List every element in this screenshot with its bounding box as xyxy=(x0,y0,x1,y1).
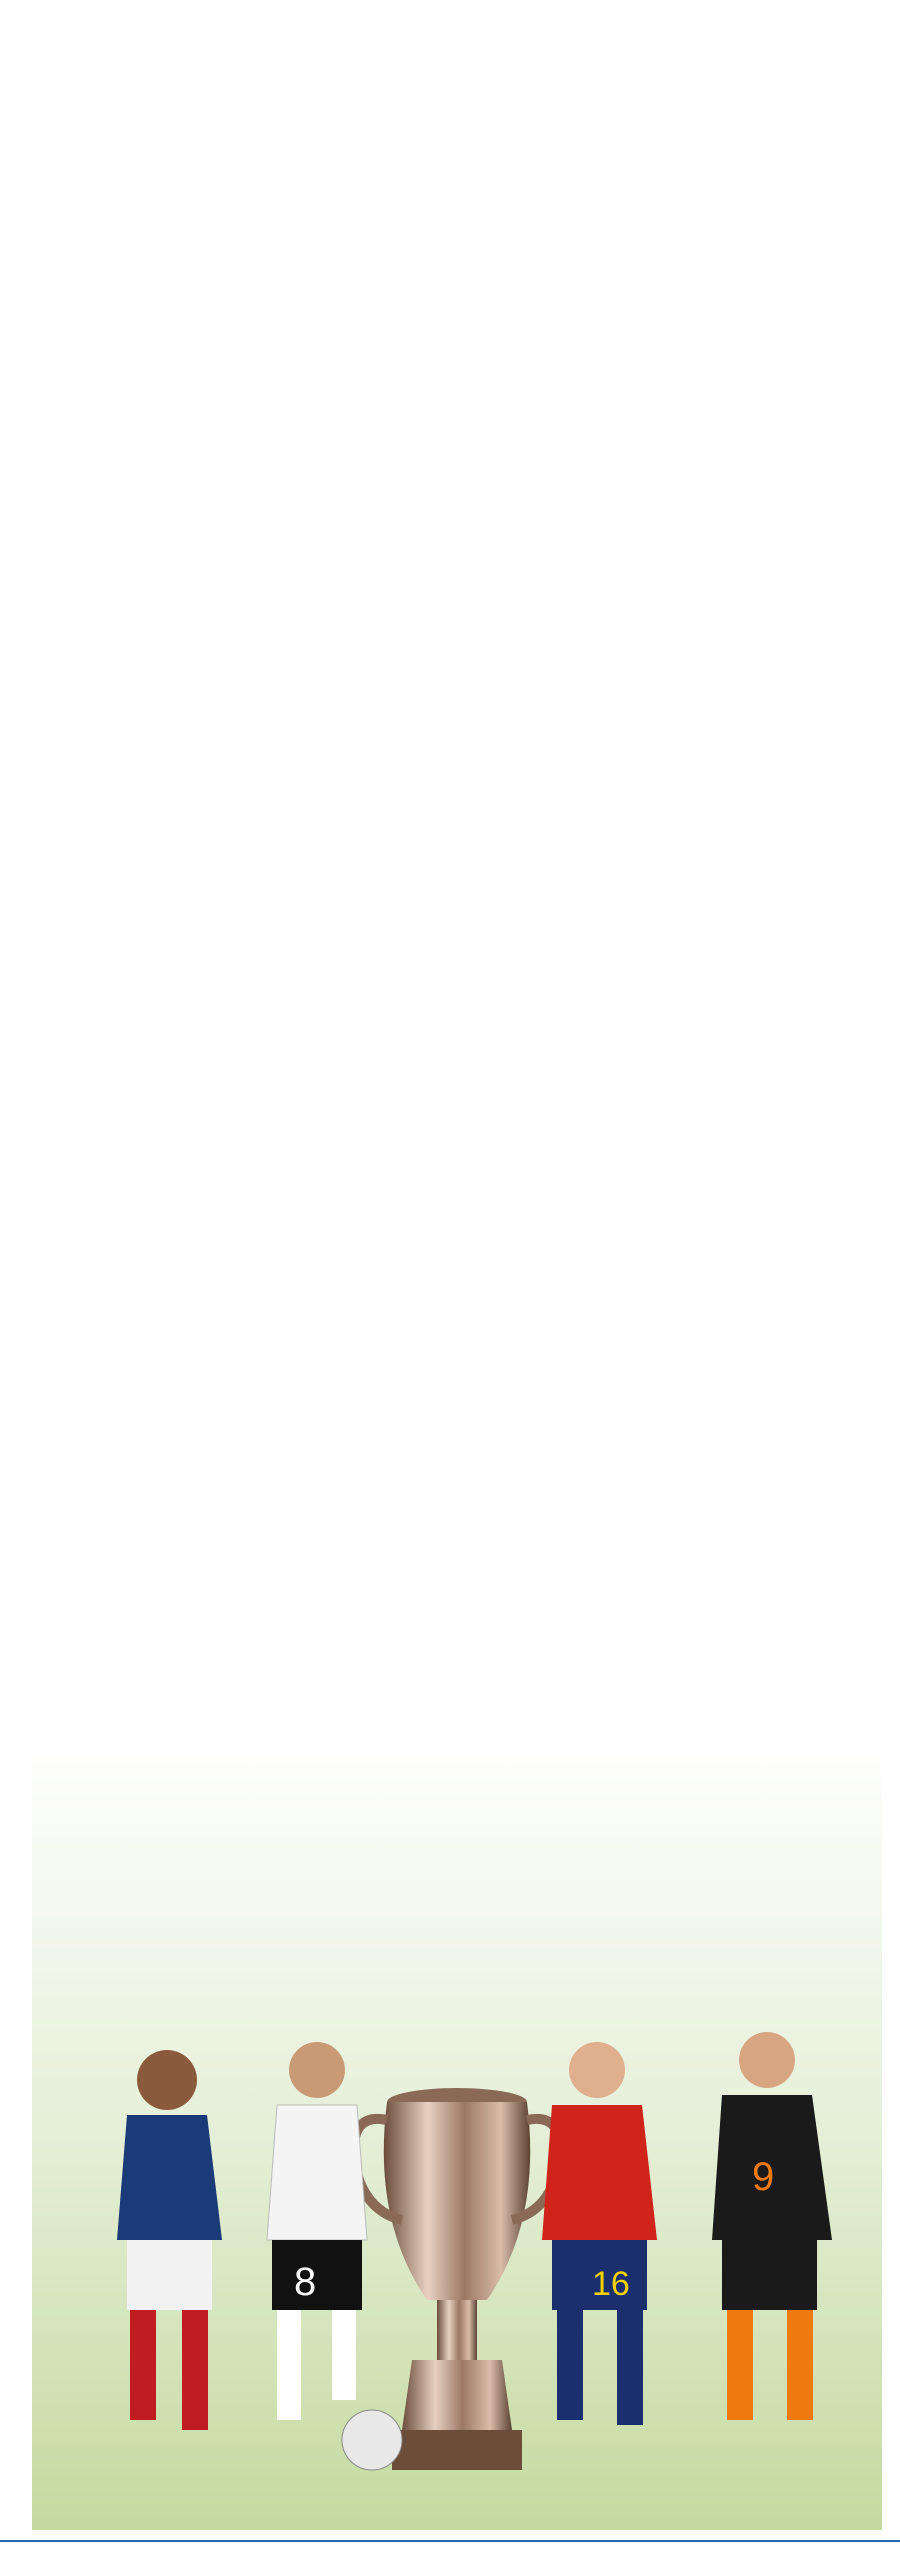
bottom-rule xyxy=(0,2540,900,2542)
players-illustration xyxy=(32,1740,882,2530)
svg-text:8: 8 xyxy=(294,2260,317,2304)
svg-text:16: 16 xyxy=(592,2265,630,2303)
svg-text:9: 9 xyxy=(752,2155,775,2199)
